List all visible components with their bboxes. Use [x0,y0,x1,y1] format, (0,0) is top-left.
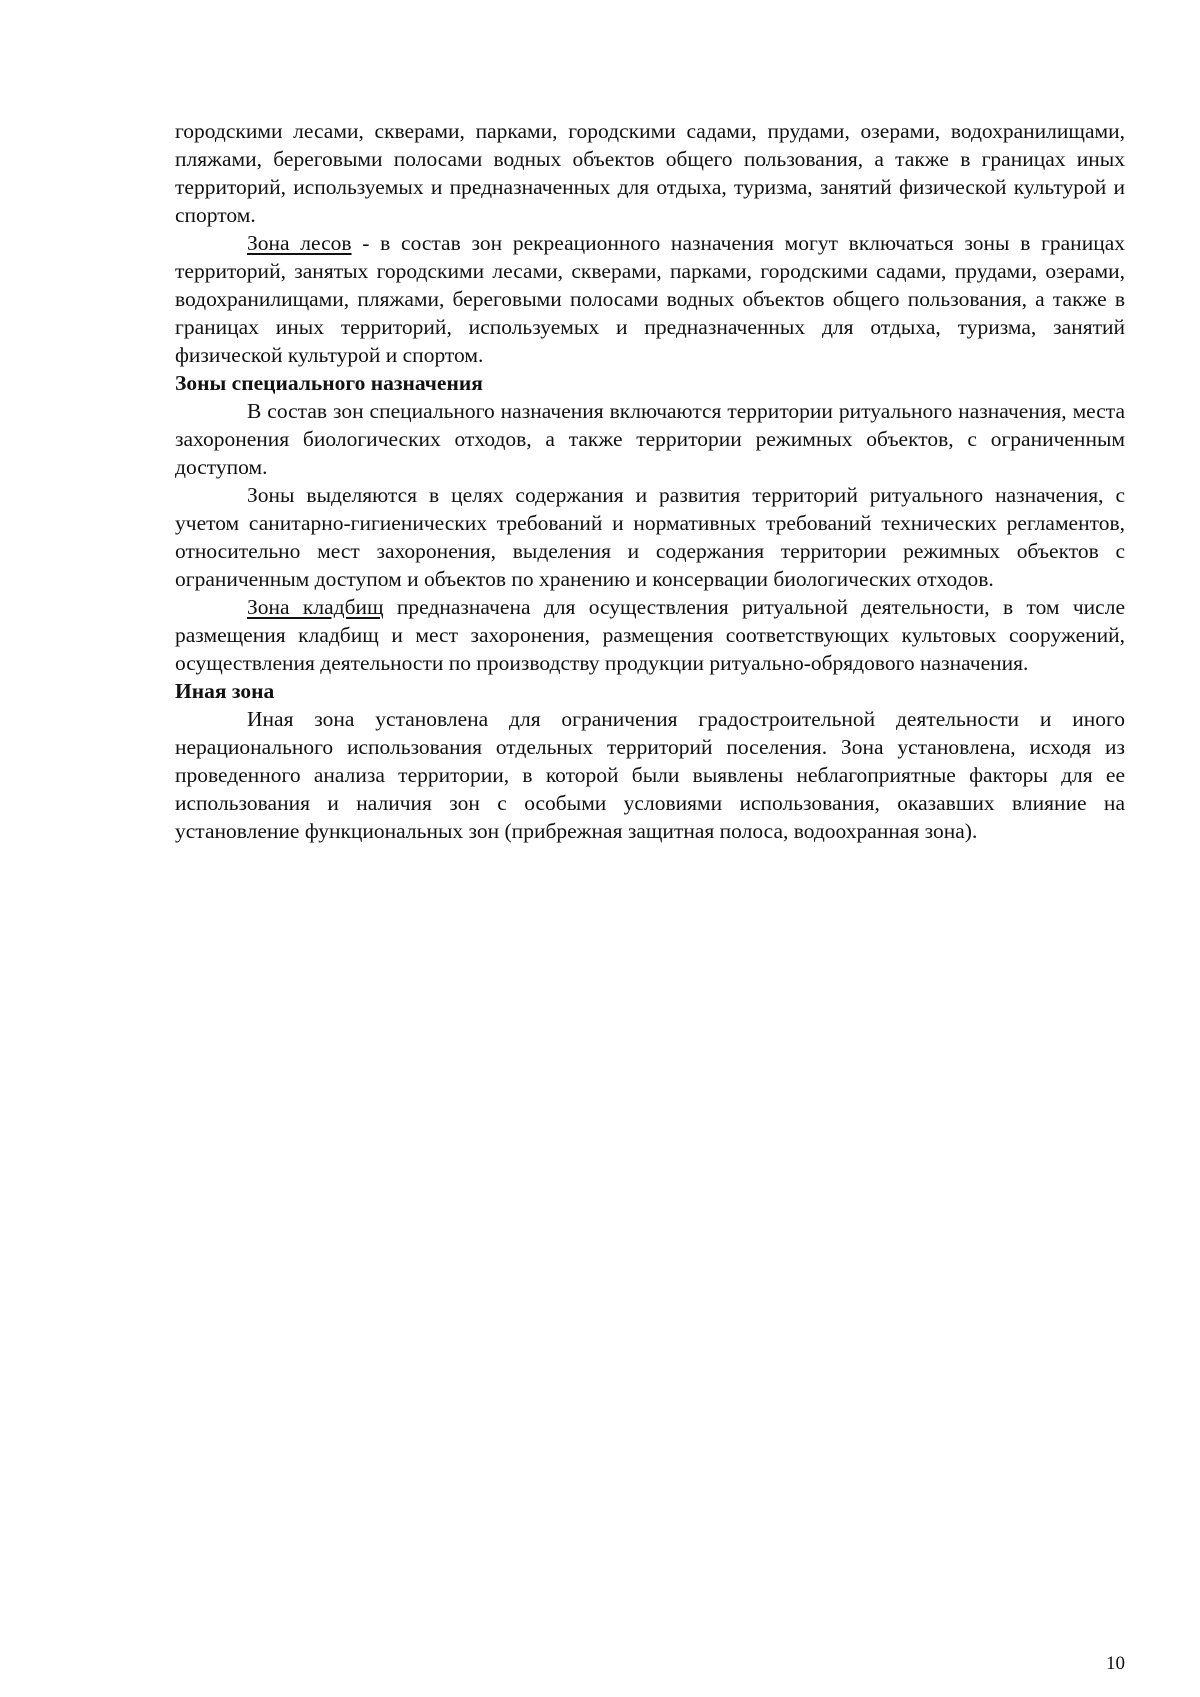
paragraph-special-zones-composition: В состав зон специального назначения включаются территории ритуального назначения, места захоронения биологических отходов, а также территории режимных объектов, с ограниченным доступом. [175,399,1125,479]
paragraph-special-zones-purpose: Зоны выделяются в целях содержания и развития территорий ритуального назначения, с учетом санитарно-гигиенических требований и нормативных требований технических регламентов, относительно мест захоронения, выделения и содержания территории режимных объектов с ограниченным доступом и объектов по хранению и консервации биологических отходов. [175,483,1125,591]
page-number: 10 [1106,1653,1125,1674]
cemetery-zone-description: предназначена для осуществления ритуальной деятельности, в том числе размещения кладбищ и мест захоронения, размещения соответствующих культовых сооружений, осуществления деятельности по производству продукции ритуально-обрядового назначения. [175,595,1125,675]
paragraph-forest-zone [175,229,1125,369]
special-zones-heading: Зоны специального назначения [175,371,483,395]
cemetery-zone-term: Зона кладбищ [247,595,384,619]
forest-zone-description: - в состав зон рекреационного назначения могут включаться зоны в границах территорий, занятых городскими лесами, скверами, парками, городскими садами, прудами, озерами, водохранилищами, пляжами, береговыми полосами водных объектов общего пользования, а также в границах иных территорий, используемых и предназначенных для отдыха, туризма, занятий физической культурой и спортом. [175,231,1125,367]
paragraph-other-zone: Иная зона установлена для ограничения градостроительной деятельности и иного нерационального использования отдельных территорий поселения. Зона установлена, исходя из проведенного анализа территории, в которой были выявлены неблагоприятные факторы для ее использования и наличия зон с особыми условиями использования, оказавших влияние на установление функциональных зон (прибрежная защитная полоса, водоохранная зона). [175,707,1125,843]
paragraph-recreation-continuation: городскими лесами, скверами, парками, городскими садами, прудами, озерами, водохранилищами, пляжами, береговыми полосами водных объектов общего пользования, а также в границах иных территорий, используемых и предназначенных для отдыха, туризма, занятий физической культурой и спортом. [175,119,1125,227]
other-zone-heading: Иная зона [175,679,275,703]
forest-zone-term: Зона лесов [247,231,352,255]
document-body [175,117,1125,845]
paragraph-cemetery-zone [175,593,1125,677]
